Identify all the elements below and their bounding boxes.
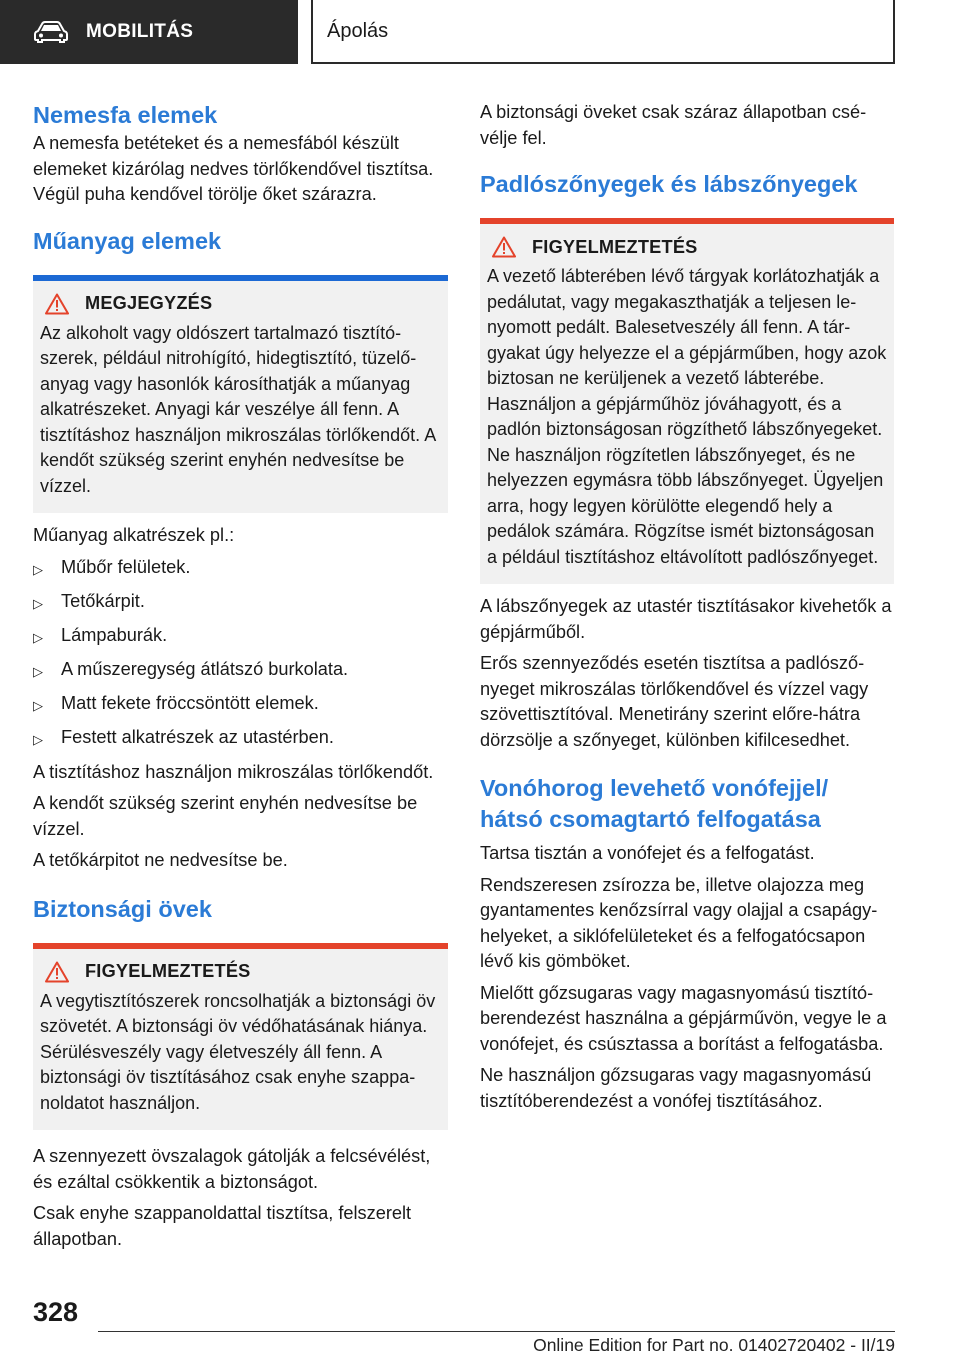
warning-title: FIGYELMEZTETÉS (532, 236, 698, 257)
list-bullet-icon: ▷ (33, 561, 43, 577)
warning-triangle-icon (45, 961, 69, 983)
warning-text: A vezető lábterében lévő tárgyak korlátozhatják a pedálutat, vagy megakaszthatják a teljesen lenyomott pedált. Balesetveszély áll fenn. A tárgyakat úgy helyezze el a gépjárműben, hogy azok biztosan ne kerüljenek a vezető lábterébe. Használjon a gépjárműhöz jóváhagyott, és a padlón biztonságosan rögzíthető lábszőnyegeket. Ne használjon rögzítetlen lábszőnyeget, és ne helyezzen egymásra több lábszőnyeget. Ügyeljen arra, hogy legyen körülötte elegendő hely a pedálok számára. Rögzítse ismét biztonságosan a például tisztításhoz eltávolított padlószőnyeget. (487, 266, 887, 567)
right-column (480, 100, 894, 1114)
paragraph-tow-1: Tartsa tisztán a vonófejet és a felfogatást. (480, 843, 815, 863)
heading-belts: Biztonsági övek (33, 895, 212, 922)
left-column (33, 100, 448, 1252)
paragraph-clean-1: A tisztításhoz használjon mikroszálas törlőkendőt. (33, 761, 434, 782)
warning-box-belts (33, 943, 448, 1131)
paragraph-clean-3: A tetőkárpitot ne nedvesítse be. (33, 850, 288, 871)
note-box (33, 275, 448, 514)
note-text: Az alkoholt vagy oldószert tartalmazó tisztítószerek, például nitrohígító, hidegtisztító, tüzelőanyag vagy hasonlók károsíthatják a műanyag alkatrészeket. Anyagi kár veszélye áll fenn. A tisztításhoz használjon mikroszálas törlőkendőt. A kendőt szükség szerint enyhén nedvesítse be vízzel. (40, 322, 436, 496)
list-item: ▷ Műbőr felületek. (33, 555, 448, 583)
list-item: ▷ Festett alkatrészek az utastérben. (33, 725, 448, 753)
list-bullet-icon: ▷ (33, 698, 43, 714)
paragraph-belts-3: A biztonsági öveket csak száraz állapotban csévélje fel. (480, 102, 867, 148)
list-item: ▷ Matt fekete fröccsöntött elemek. (33, 691, 448, 719)
edition-note: Online Edition for Part no. 01402720402 - II/19 (533, 1335, 895, 1355)
list-item: ▷ Lámpaburák. (33, 623, 448, 651)
chapter-title: Ápolás (327, 19, 389, 42)
paragraph-belts-2: Csak enyhe szappanoldattal tisztítsa, felszerelt állapotban. (33, 1203, 412, 1249)
chapter-tab (311, 0, 895, 64)
list-item: ▷ A műszeregység átlátszó burkolata. (33, 657, 448, 685)
parts-list (33, 555, 448, 753)
footer-divider (98, 1331, 895, 1332)
paragraph-tow-2: Rendszeresen zsírozza be, illetve olajozza meg gyantamentes kenőzsírral vagy olajjal a csapágyhelyeket, a siklófelületeket és a felfogatócsapon lévő kis gömböket. (480, 874, 878, 971)
paragraph-clean-2: A kendőt szükség szerint enyhén nedvesítse be vízzel. (33, 793, 418, 839)
paragraph-mats-2: Erős szennyeződés esetén tisztítsa a padlószőnyeget mikroszálas törlőkendővel és vízzel vagy szövettisztítóval. Menetirány szerint előre-hátra dörzsölje a szőnyeget, különben kifilcesedhet. (480, 653, 869, 750)
paragraph-parts-intro: Műanyag alkatrészek pl.: (33, 525, 235, 545)
section-title: MOBILITÁS (86, 21, 194, 42)
heading-plastic: Műanyag elemek (33, 227, 222, 254)
paragraph-tow-4: Ne használjon gőzsugaras vagy magasnyomású tisztítóberendezést a vonófej tisztításához. (480, 1065, 872, 1111)
paragraph-mats-1: A lábszőnyegek az utastér tisztításakor kivehetők a gépjárműből. (480, 596, 892, 642)
page-number: 328 (33, 1297, 79, 1327)
paragraph-wood: A nemesfa betéteket és a nemesfából készült elemeket kizárólag nedves törlőkendővel tisztítsa. Végül puha kendővel törölje őket szárazra. (33, 133, 434, 204)
list-bullet-icon: ▷ (33, 732, 43, 748)
warning-title: FIGYELMEZTETÉS (85, 961, 251, 982)
car-icon (34, 21, 68, 43)
warning-triangle-icon (45, 293, 69, 315)
paragraph-belts-1: A szennyezett övszalagok gátolják a felcsévélést, és ezáltal csökkentik a biztonságot. (33, 1146, 431, 1192)
warning-box-mats (480, 218, 894, 584)
list-item: ▷ Tetőkárpit. (33, 589, 448, 617)
list-bullet-icon: ▷ (33, 664, 43, 680)
list-bullet-icon: ▷ (33, 595, 43, 611)
paragraph-tow-3: Mielőtt gőzsugaras vagy magasnyomású tisztítóberendezést használna a gépjárművön, vegye le a vonófejet, és csúsztassa a borítást a felfogatásba. (480, 982, 887, 1054)
heading-wood: Nemesfa elemek (33, 102, 218, 128)
note-title: MEGJEGYZÉS (85, 293, 213, 313)
section-tab (0, 0, 298, 64)
warning-text: A vegytisztítószerek roncsolhatják a biztonsági öv szövetét. A biztonsági öv védőhatásának hiánya. Sérülésveszély vagy életveszély áll fenn. A biztonsági öv tisztításához csak enyhe szappanoldatot használjon. (40, 990, 436, 1113)
heading-mats: Padlószőnyegek és lábszőnyegek (480, 171, 858, 197)
list-bullet-icon: ▷ (33, 629, 43, 645)
warning-triangle-icon (492, 236, 516, 258)
heading-tow: Vonóhorog levehető vonófejjel/ hátsó csomagtartó felfogatása (480, 775, 829, 832)
